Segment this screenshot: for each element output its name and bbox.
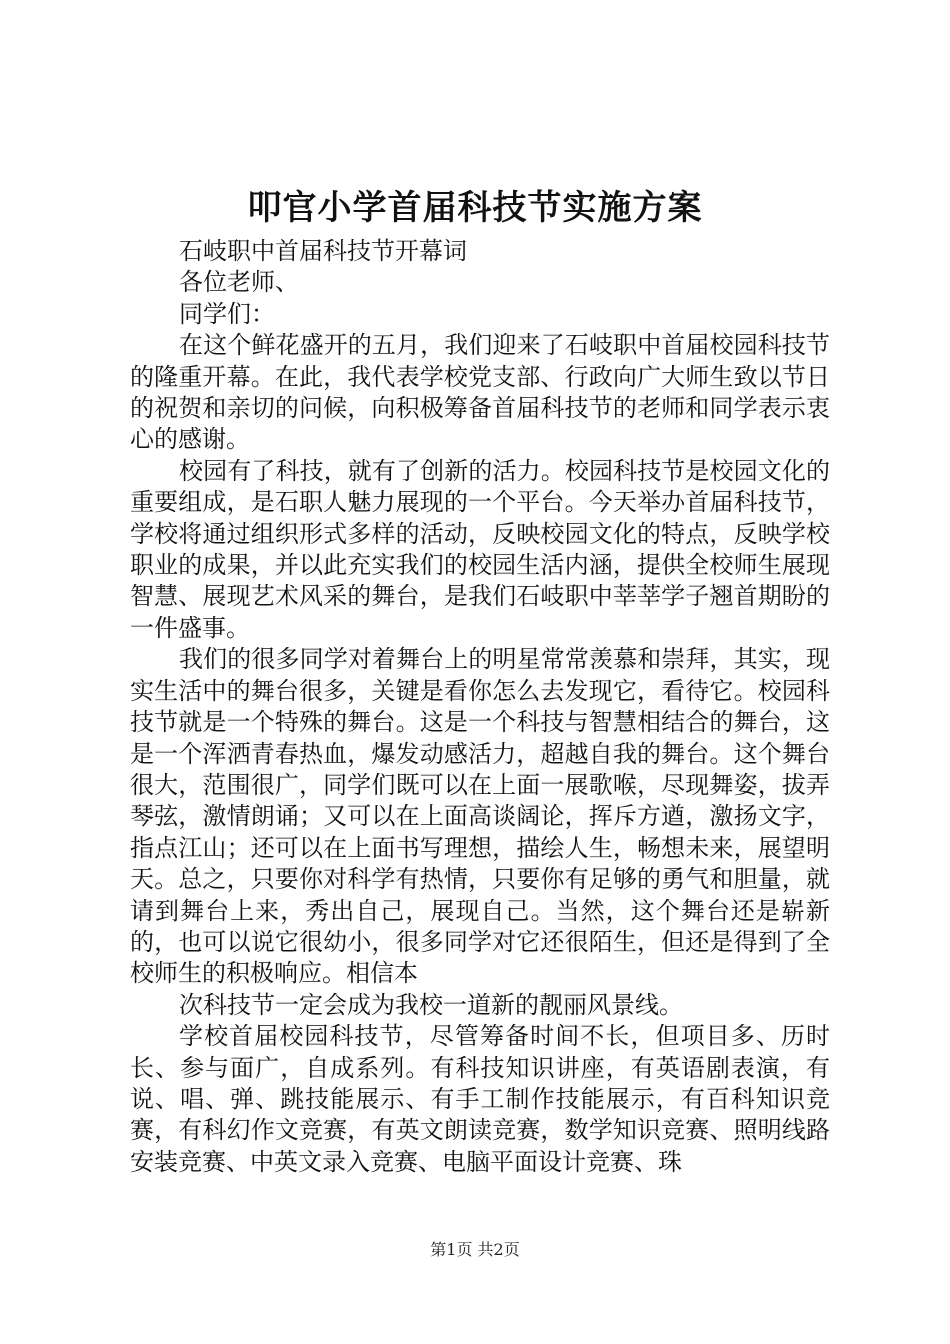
paragraph: 在这个鲜花盛开的五月，我们迎来了石岐职中首届校园科技节的隆重开幕。在此，我代表学校党支部、行政向广大师生致以节日的祝贺和亲切的问候，向积极筹备首届科技节的老师和同学表示衷心的感谢。 [130,331,830,454]
paragraph: 校园有了科技，就有了创新的活力。校园科技节是校园文化的重要组成，是石职人魅力展现的一个平台。今天举办首届科技节，学校将通过组织形式多样的活动，反映校园文化的特点，反映学校职业的成果，并以此充实我们的校园生活内涵，提供全校师生展现智慧、展现艺术风采的舞台，是我们石岐职中莘莘学子翘首期盼的一件盛事。 [130,456,830,642]
paragraph: 石岐职中首届科技节开幕词 [179,237,467,265]
paragraph: 我们的很多同学对着舞台上的明星常常羡慕和崇拜，其实，现实生活中的舞台很多，关键是看你怎么去发现它，看待它。校园科技节就是一个特殊的舞台。这是一个科技与智慧相结合的舞台，这是一个浑洒青春热血，爆发动感活力，超越自我的舞台。这个舞台很大，范围很广，同学们既可以在上面一展歌喉，尽现舞姿，拔弄琴弦，激情朗诵；又可以在上面高谈阔论，挥斥方遒，激扬文字，指点江山；还可以在上面书写理想，描绘人生，畅想未来，展望明天。总之，只要你对科学有热情，只要你有足够的勇气和胆量，就请到舞台上来，秀出自己，展现自己。当然，这个舞台还是崭新的，也可以说它很幼小，很多同学对它还很陌生，但还是得到了全校师生的积极响应。相信本 [130,645,830,988]
document-body [130,236,830,1178]
page-footer: 第1页 共2页 [430,1240,520,1259]
paragraph: 学校首届校园科技节，尽管筹备时间不长，但项目多、历时长、参与面广，自成系列。有科技知识讲座，有英语剧表演，有说、唱、弹、跳技能展示、有手工制作技能展示，有百科知识竞赛，有科幻作文竞赛，有英文朗读竞赛，数学知识竞赛、照明线路安装竞赛、中英文录入竞赛、电脑平面设计竞赛、珠 [130,1022,830,1176]
paragraph: 同学们： [179,299,275,328]
document-title: 叩官小学首届科技节实施方案 [247,188,703,228]
paragraph: 次科技节一定会成为我校一道新的靓丽风景线。 [179,990,683,1019]
paragraph: 各位老师、 [179,268,299,297]
